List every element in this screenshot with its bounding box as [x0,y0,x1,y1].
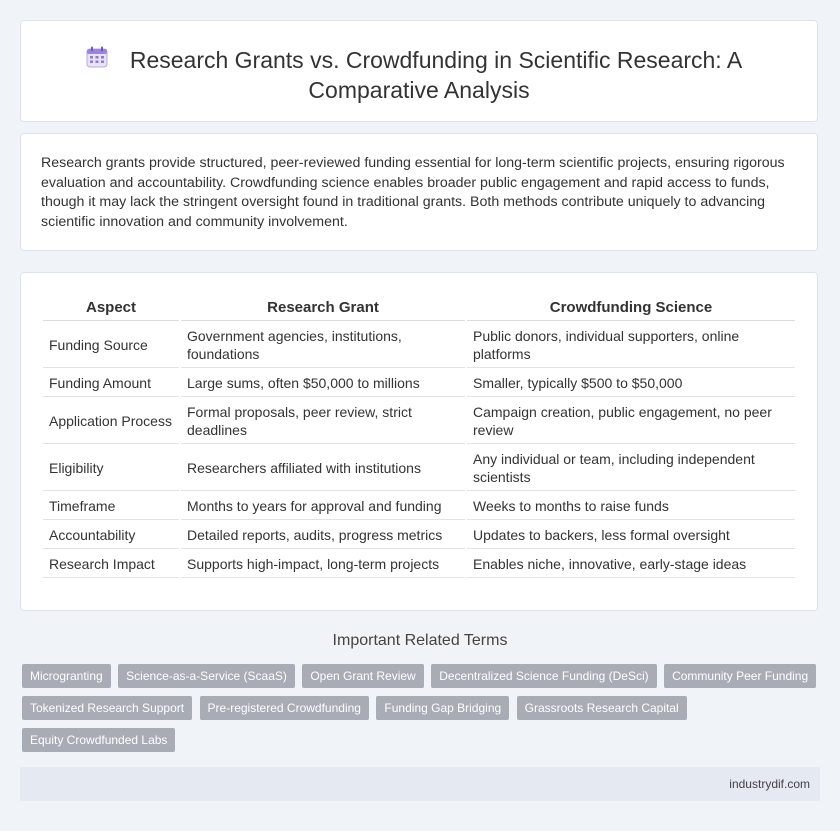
table-row [43,370,795,397]
cell-grant: Large sums, often $50,000 to millions [181,370,465,397]
header-crowdfunding: Crowdfunding Science [467,295,795,321]
summary-card [20,133,818,251]
cell-crowdfunding: Weeks to months to raise funds [467,493,795,520]
related-term-tag[interactable]: Science-as-a-Service (ScaaS) [118,664,295,688]
footer-site[interactable]: industrydif.com [729,777,810,791]
related-term-tag[interactable]: Microgranting [22,664,111,688]
table-row [43,493,795,520]
related-term-tag[interactable]: Grassroots Research Capital [517,696,687,720]
summary-text: Research grants provide structured, peer-reviewed funding essential for long-term scientific projects, ensuring rigorous evaluation and accountability. Crowdfunding science enables broader public engagement and rapid access to funds, though it may lack the stringent oversight found in traditional grants. Both methods contribute uniquely to advancing scientific innovation and community involvement. [41,155,785,230]
cell-grant: Formal proposals, peer review, strict deadlines [181,399,465,444]
cell-aspect: Research Impact [43,551,179,578]
related-term-tag[interactable]: Open Grant Review [302,664,423,688]
cell-crowdfunding: Public donors, individual supporters, online platforms [467,323,795,368]
related-term-tag[interactable]: Equity Crowdfunded Labs [22,728,175,752]
cell-grant: Months to years for approval and funding [181,493,465,520]
comparison-table-card [20,272,818,611]
related-terms-list [22,664,822,760]
cell-grant: Researchers affiliated with institutions [181,446,465,491]
table-row [43,522,795,549]
cell-aspect: Eligibility [43,446,179,491]
related-term-tag[interactable]: Funding Gap Bridging [376,696,509,720]
cell-grant: Detailed reports, audits, progress metrics [181,522,465,549]
header-aspect: Aspect [43,295,179,321]
cell-crowdfunding: Campaign creation, public engagement, no peer review [467,399,795,444]
table-row [43,551,795,578]
table-row [43,399,795,444]
cell-grant: Government agencies, institutions, foundations [181,323,465,368]
table-header-row [43,295,795,321]
page-title: Research Grants vs. Crowdfunding in Scientific Research: A Comparative Analysis [129,47,743,103]
cell-aspect: Funding Amount [43,370,179,397]
cell-aspect: Funding Source [43,323,179,368]
table-row [43,446,795,491]
related-term-tag[interactable]: Tokenized Research Support [22,696,192,720]
table-row [43,323,795,368]
header-research-grant: Research Grant [181,295,465,321]
cell-aspect: Timeframe [43,493,179,520]
cell-crowdfunding: Enables niche, innovative, early-stage ideas [467,551,795,578]
cell-crowdfunding: Smaller, typically $500 to $50,000 [467,370,795,397]
cell-grant: Supports high-impact, long-term projects [181,551,465,578]
cell-aspect: Accountability [43,522,179,549]
footer [20,767,820,801]
related-term-tag[interactable]: Community Peer Funding [664,664,816,688]
title-card [20,20,818,122]
cell-aspect: Application Process [43,399,179,444]
cell-crowdfunding: Updates to backers, less formal oversight [467,522,795,549]
related-term-tag[interactable]: Pre-registered Crowdfunding [200,696,369,720]
cell-crowdfunding: Any individual or team, including independent scientists [467,446,795,491]
related-terms-title: Important Related Terms [332,632,508,649]
related-term-tag[interactable]: Decentralized Science Funding (DeSci) [431,664,656,688]
comparison-table [41,293,797,580]
